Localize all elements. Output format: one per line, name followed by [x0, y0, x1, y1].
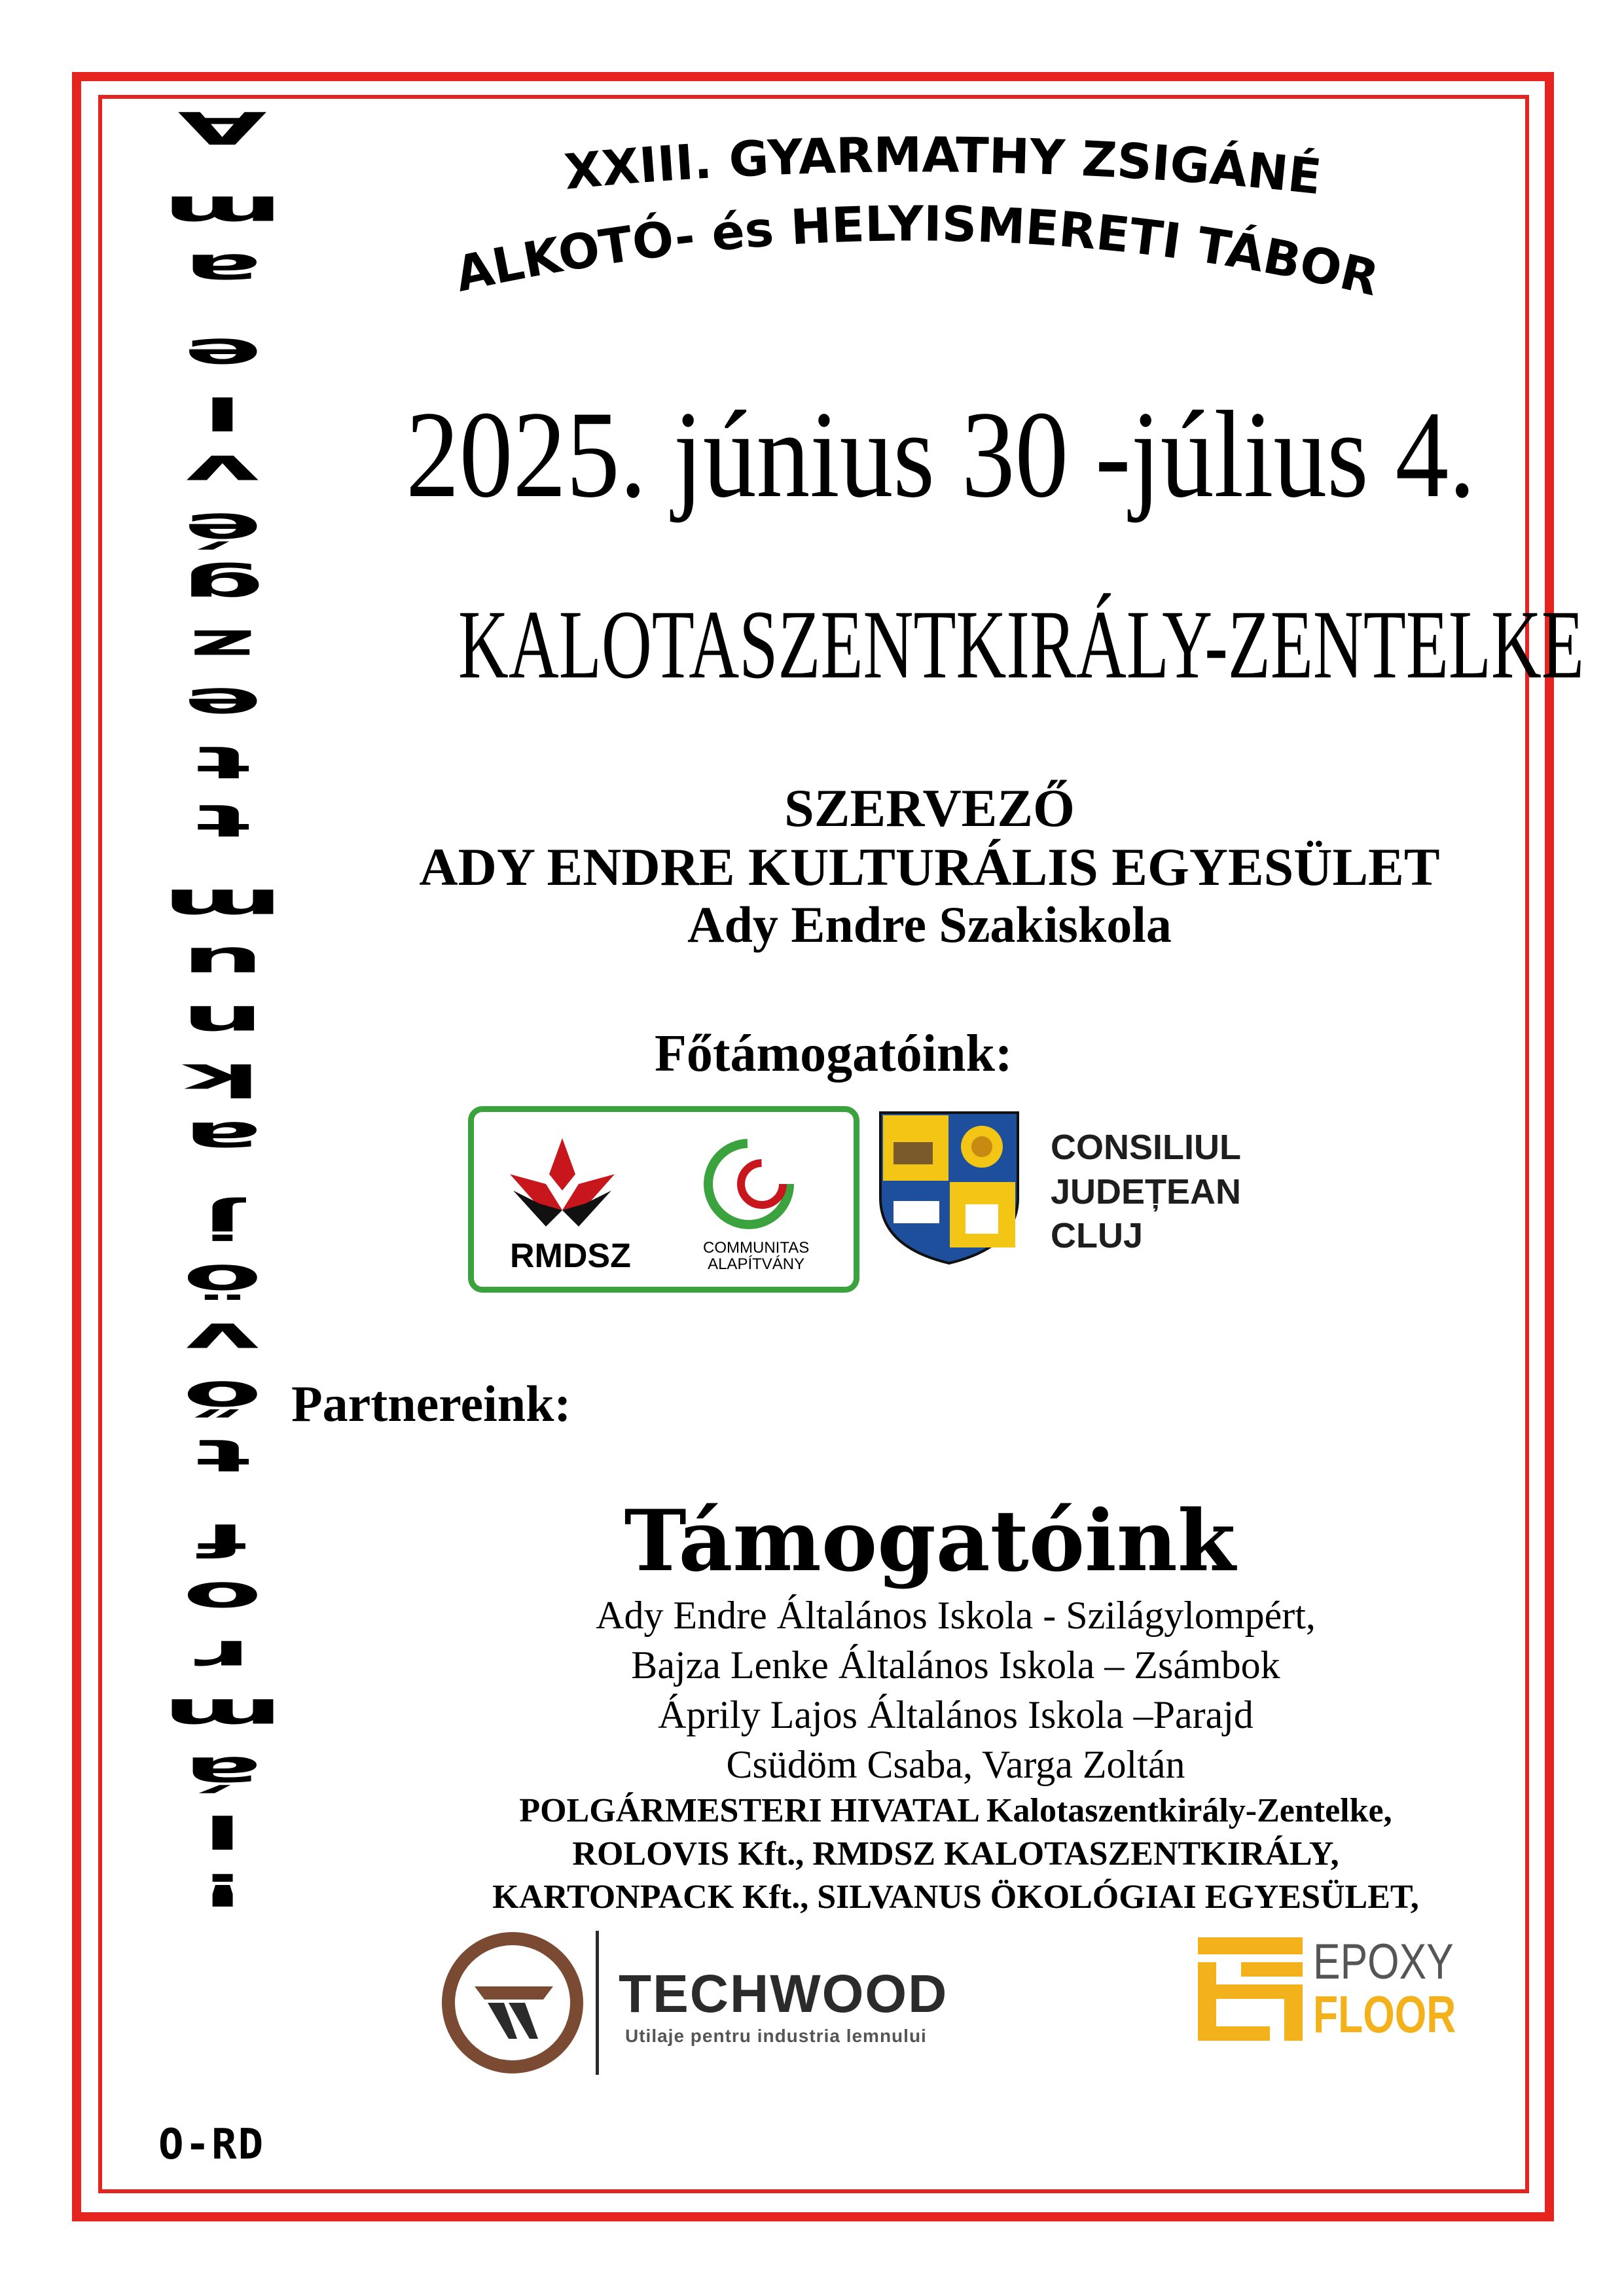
svg-text:XXIII. GYARMATHY ZSIGÁNÉ	[562, 127, 1324, 206]
vertical-slogan-letter: j	[202, 1196, 243, 1249]
supporter-line: ROLOVIS Kft., RMDSZ KALOTASZENTKIRÁLY,	[572, 1835, 1339, 1873]
supporter-line: Ady Endre Általános Iskola - Szilágylompért,	[596, 1594, 1316, 1637]
supporter-line: Bajza Lenke Általános Iskola – Zsámbok	[631, 1643, 1280, 1687]
vertical-slogan-letter: t	[194, 1429, 251, 1482]
camp-title-line1: XXIII. GYARMATHY ZSIGÁNÉ	[562, 127, 1324, 206]
communitas-text	[703, 1240, 809, 1272]
rmdsz-communitas-logo	[468, 1106, 859, 1293]
supporters-heading: Támogatóink	[624, 1492, 1236, 1590]
vertical-slogan-letter: A	[177, 101, 268, 154]
vertical-slogan-letter: á	[183, 1747, 262, 1799]
vertical-slogan-letter: t	[194, 795, 251, 847]
event-location: KALOTASZENTKIRÁLY-ZENTELKE	[458, 590, 1584, 699]
svg-text:ALKOTÓ- és HELYISMERETI TÁBOR	[450, 196, 1384, 307]
cluj-line3: CLUJ	[1051, 1216, 1144, 1255]
partners-label: Partnereink:	[291, 1375, 571, 1432]
vertical-slogan-letter: v	[185, 1313, 261, 1365]
organizer-association: ADY ENDRE KULTURÁLIS EGYESÜLET	[419, 837, 1440, 897]
communitas-line1: COMMUNITAS	[703, 1239, 810, 1257]
vertical-slogan-letter: m	[162, 186, 283, 238]
camp-title-line2: ALKOTÓ- és HELYISMERETI TÁBOR	[450, 196, 1384, 308]
main-supporters-label: Főtámogatóink:	[655, 1025, 1013, 1083]
cluj-county-logo	[874, 1106, 1240, 1273]
vertical-slogan-letter: a	[183, 1112, 262, 1164]
cluj-county-text	[1051, 1126, 1241, 1259]
epoxy-floor-logo	[1198, 1934, 1473, 2055]
supporter-line: Csüdöm Csaba, Varga Zoltán	[726, 1743, 1185, 1786]
organizer-block	[393, 779, 1466, 953]
vertical-slogan-letter: n	[181, 996, 264, 1048]
epoxy-floor-mark-icon	[1198, 1937, 1309, 2049]
techwood-logo	[435, 1924, 1024, 2081]
vertical-slogan-letter: !	[196, 1863, 249, 1916]
vertical-slogan-letter: g	[181, 562, 264, 614]
vertical-slogan-letter: l	[202, 1805, 243, 1857]
vertical-slogan-letter: m	[162, 879, 283, 931]
vertical-slogan-letter: l	[202, 387, 243, 439]
vertical-slogan-letter: ö	[183, 1255, 262, 1307]
vertical-slogan-letter: ő	[183, 1371, 262, 1424]
vertical-slogan-letter: t	[194, 736, 251, 789]
vertical-slogan-letter: e	[183, 678, 262, 730]
camp-title	[327, 124, 1571, 340]
supporter-line: KARTONPACK Kft., SILVANUS ÖKOLÓGIAI EGYESÜLET,	[492, 1878, 1419, 1916]
vertical-slogan-letter: é	[183, 503, 262, 556]
vertical-slogan-letter: u	[181, 937, 264, 990]
vertical-slogan-letter: a	[183, 244, 262, 296]
vertical-slogan-letter: z	[189, 620, 257, 672]
techwood-name: TECHWOOD	[619, 1964, 948, 2024]
vertical-slogan-letter: o	[183, 1572, 262, 1624]
vertical-slogan-letter: k	[184, 1054, 261, 1106]
cluj-coat-of-arms-icon	[874, 1106, 1031, 1270]
organizer-school: Ady Endre Szakiskola	[687, 896, 1172, 954]
techwood-tagline: Utilaje pentru industria lemnului	[625, 2026, 927, 2046]
supporter-line: POLGÁRMESTERI HIVATAL Kalotaszentkirály-Zentelke,	[519, 1792, 1392, 1829]
techwood-emblem-icon	[435, 1924, 605, 2081]
epoxy-text: EPOXY	[1313, 1934, 1454, 1990]
rmdsz-text: RMDSZ	[510, 1237, 631, 1275]
vertical-slogan	[144, 98, 301, 1918]
cluj-line2: JUDEȚEAN	[1051, 1172, 1242, 1211]
vertical-slogan-letter: f	[197, 1514, 248, 1566]
organizer-label: SZERVEZŐ	[784, 778, 1075, 838]
vertical-slogan-letter: r	[194, 1630, 251, 1683]
supporter-line: Áprily Lajos Általános Iskola –Parajd	[658, 1693, 1254, 1736]
vertical-slogan-letter: v	[185, 445, 261, 497]
floor-text: FLOOR	[1313, 1985, 1456, 2043]
vertical-slogan-letter: m	[162, 1689, 283, 1741]
vertical-slogan-letter: e	[183, 329, 262, 381]
event-dates: 2025. június 30 -július 4.	[406, 386, 1476, 524]
cluj-line1: CONSILIUL	[1051, 1128, 1241, 1167]
communitas-line2: ALAPÍTVÁNY	[708, 1255, 805, 1274]
signature: O-RD	[158, 2121, 265, 2169]
supporters-list	[367, 1590, 1545, 1919]
